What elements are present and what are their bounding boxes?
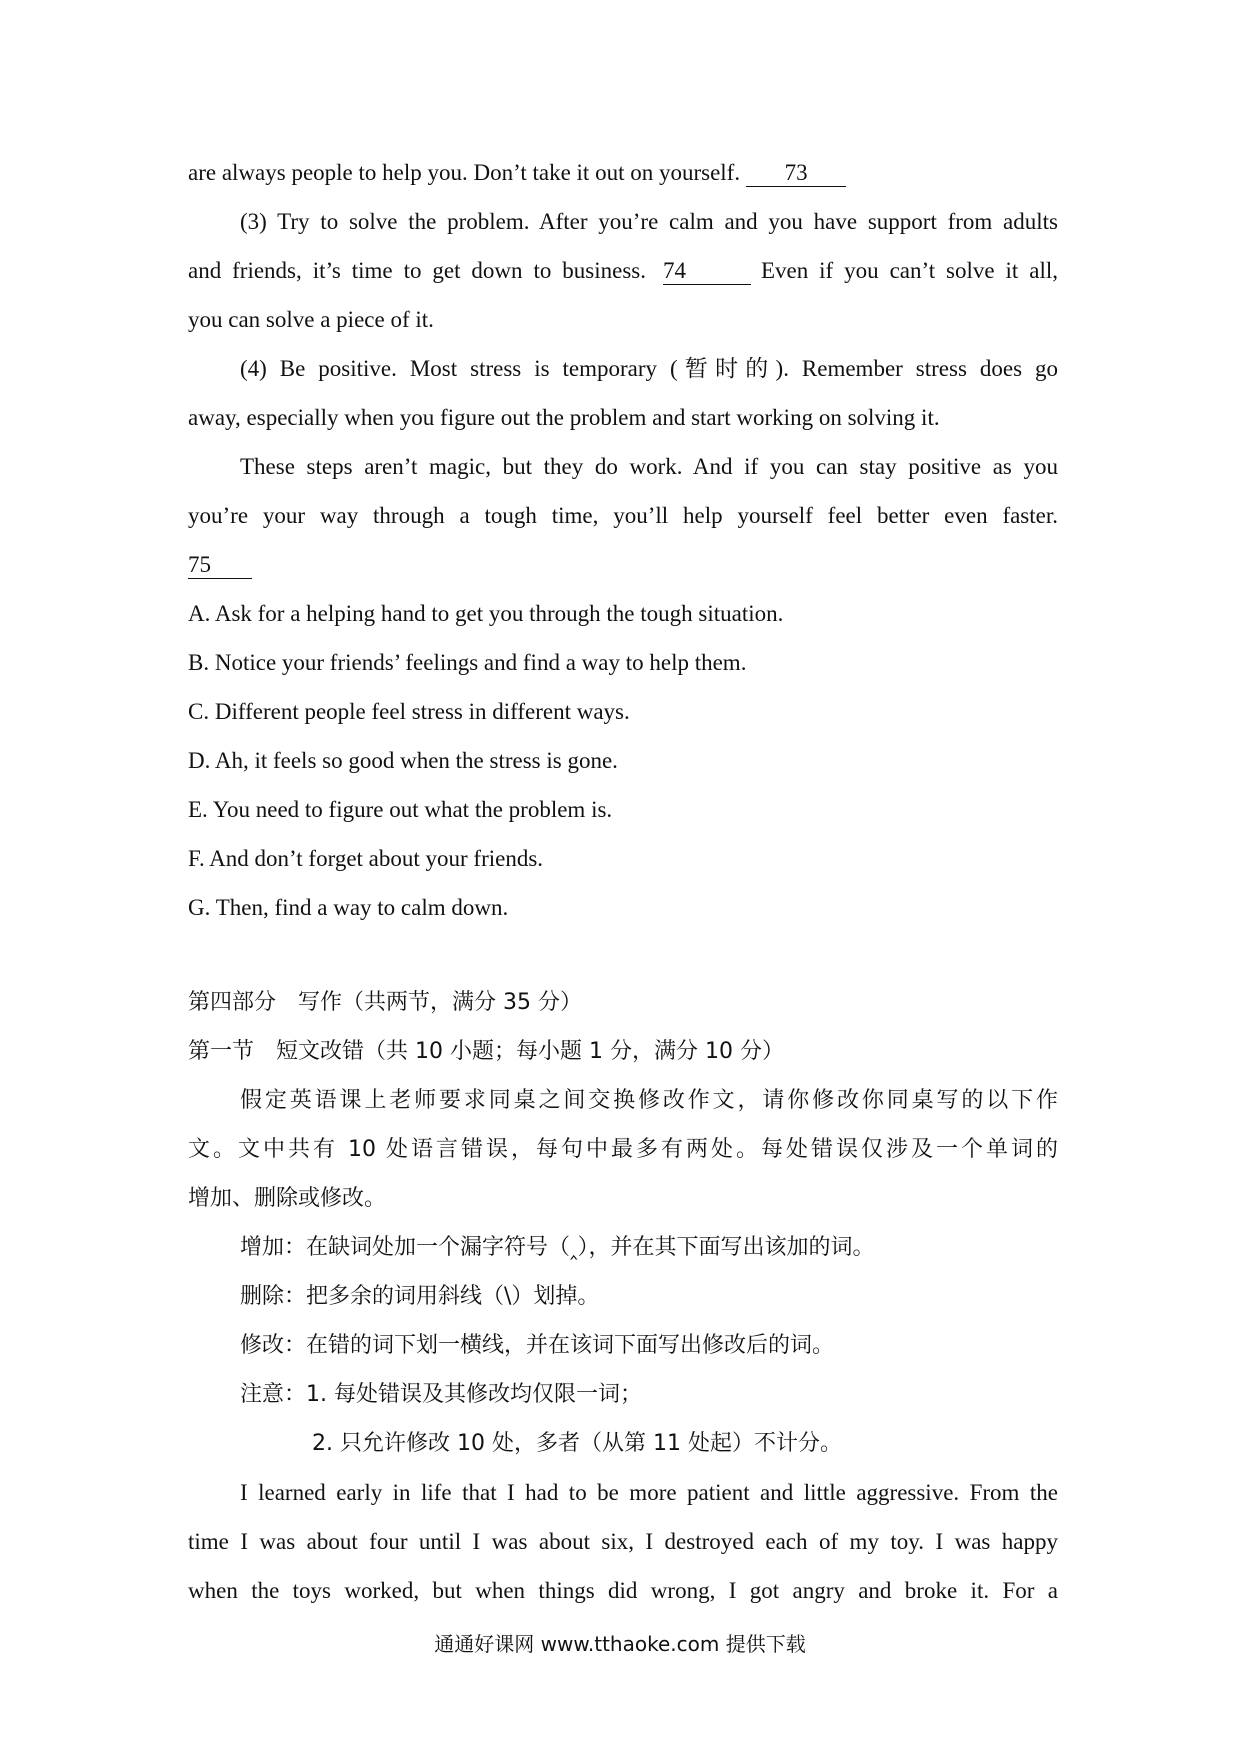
step4-line1: (4) Be positive. Most stress is temporary (暂时的). Remember stress does go	[240, 356, 1058, 381]
rule-add: 增加：在缺词处加一个漏字符号（‸），并在其下面写出该加的词。	[240, 1235, 875, 1260]
essay-line1: I learned early in life that I had to be more patient and little aggressive. From the	[240, 1480, 1058, 1505]
intro-line2: 文。文中共有 10 处语言错误，每句中最多有两处。每处错误仅涉及一个单词的	[188, 1137, 1058, 1162]
step3-text-b: Even if you can’t solve it all,	[760, 258, 1058, 283]
closing-line1: These steps aren’t magic, but they do work. And if you can stay positive as you	[240, 454, 1058, 479]
answer-blank-73: 73	[746, 160, 846, 187]
passage-text: are always people to help you. Don’t take it out on yourself.	[188, 160, 741, 185]
intro-line1: 假定英语课上老师要求同桌之间交换修改作文，请你修改你同桌写的以下作	[240, 1088, 1058, 1113]
answer-blank-74: 74	[663, 258, 751, 285]
option-a: A. Ask for a helping hand to get you through the tough situation.	[188, 601, 784, 626]
step4-line2: away, especially when you figure out the problem and start working on solving it.	[188, 405, 940, 430]
answer-line-75	[188, 540, 1058, 589]
rule-delete: 删除：把多余的词用斜线（\）划掉。	[240, 1284, 600, 1309]
note-1: 注意：1. 每处错误及其修改均仅限一词；	[240, 1382, 642, 1407]
step3-text-a: and friends, it’s time to get down to business.	[188, 258, 647, 283]
step3-line3: you can solve a piece of it.	[188, 307, 434, 332]
option-d: D. Ah, it feels so good when the stress is gone.	[188, 748, 618, 773]
passage-line-73	[188, 148, 1058, 197]
option-b: B. Notice your friends’ feelings and find a way to help them.	[188, 650, 747, 675]
option-e: E. You need to figure out what the problem is.	[188, 797, 613, 822]
essay-line3: when the toys worked, but when things did wrong, I got angry and broke it. For a	[188, 1578, 1058, 1603]
section4-heading: 第四部分 写作（共两节，满分 35 分）	[188, 990, 582, 1015]
essay-line2: time I was about four until I was about six, I destroyed each of my toy. I was happy	[188, 1529, 1058, 1554]
note-2: 2. 只允许修改 10 处，多者（从第 11 处起）不计分。	[312, 1431, 842, 1456]
option-f: F. And don’t forget about your friends.	[188, 846, 544, 871]
rule-modify: 修改：在错的词下划一横线，并在该词下面写出修改后的词。	[240, 1333, 835, 1358]
answer-blank-75: 75	[188, 552, 252, 579]
closing-line2: you’re your way through a tough time, you’ll help yourself feel better even faster.	[188, 503, 1058, 528]
page-content	[188, 148, 1058, 1615]
section4-subheading: 第一节 短文改错（共 10 小题；每小题 1 分，满分 10 分）	[188, 1039, 784, 1064]
option-g: G. Then, find a way to calm down.	[188, 895, 509, 920]
intro-line3: 增加、删除或修改。	[188, 1186, 387, 1211]
step3-line1: (3) Try to solve the problem. After you’re calm and you have support from adults	[240, 209, 1058, 234]
step3-line2	[188, 246, 1058, 295]
option-c: C. Different people feel stress in different ways.	[188, 699, 630, 724]
page-footer: 通通好课网 www.tthaoke.com 提供下载	[434, 1632, 806, 1656]
section-gap	[188, 932, 1058, 978]
